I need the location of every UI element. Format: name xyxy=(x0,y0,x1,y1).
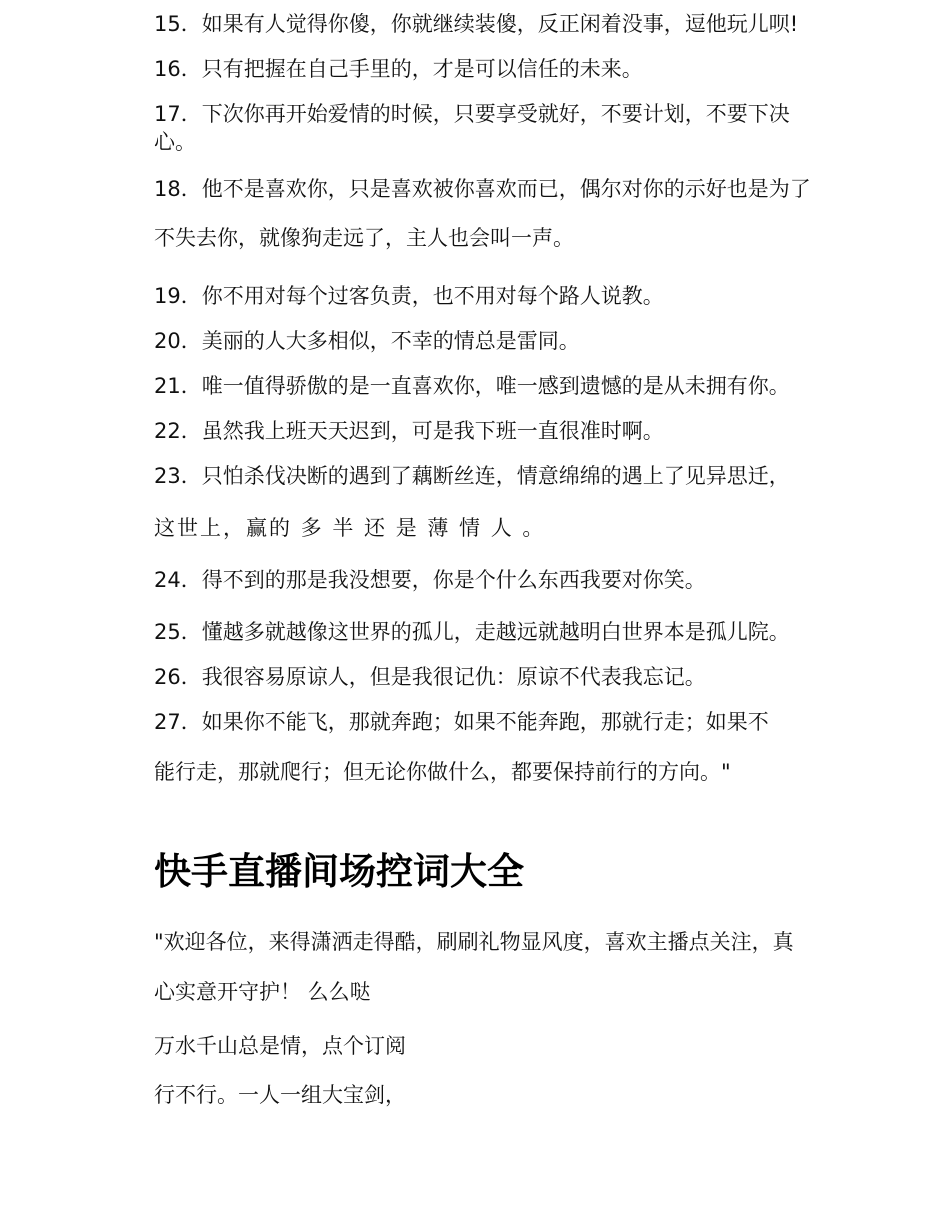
text-line-24: 24．得不到的那是我没想要，你是个什么东西我要对你笑。 xyxy=(154,568,706,592)
text-line-18b: 不失去你，就像狗走远了，主人也会叫一声。 xyxy=(154,226,574,250)
section-line-1: "欢迎各位，来得潇洒走得酷，刷刷礼物显风度，喜欢主播点关注，真 xyxy=(154,930,794,954)
text-line-27b: 能行走，那就爬行；但无论你做什么，都要保持前行的方向。" xyxy=(154,760,731,784)
text-line-15: 15．如果有人觉得你傻，你就继续装傻，反正闲着没事，逗他玩儿呗! xyxy=(154,12,799,36)
section-line-4: 行不行。一人一组大宝剑， xyxy=(154,1083,406,1107)
text-line-27a: 27．如果你不能飞，那就奔跑；如果不能奔跑，那就行走；如果不 xyxy=(154,710,769,734)
text-line-23a: 23．只怕杀伐决断的遇到了藕断丝连，情意绵绵的遇上了见异思迁， xyxy=(154,464,790,488)
text-line-19: 19．你不用对每个过客负责，也不用对每个路人说教。 xyxy=(154,284,664,308)
text-line-22: 22．虽然我上班天天迟到，可是我下班一直很准时啊。 xyxy=(154,419,664,443)
text-line-23b: 这世上，赢的 多 半 还 是 薄 情 人 。 xyxy=(154,516,546,540)
text-line-21: 21．唯一值得骄傲的是一直喜欢你，唯一感到遗憾的是从未拥有你。 xyxy=(154,374,790,398)
text-line-17: 17．下次你再开始爱情的时候，只要享受就好，不要计划，不要下决心。 xyxy=(154,102,790,154)
text-line-18a: 18．他不是喜欢你，只是喜欢被你喜欢而已，偶尔对你的示好也是为了 xyxy=(154,177,811,201)
section-line-3: 万水千山总是情，点个订阅 xyxy=(154,1034,406,1058)
section-heading: 快手直播间场控词大全 xyxy=(154,850,524,893)
text-line-16: 16．只有把握在自己手里的，才是可以信任的未来。 xyxy=(154,57,643,81)
text-line-26: 26．我很容易原谅人，但是我很记仇：原谅不代表我忘记。 xyxy=(154,665,706,689)
text-line-25: 25．懂越多就越像这世界的孤儿，走越远就越明白世界本是孤儿院。 xyxy=(154,620,790,644)
section-line-2: 心实意开守护！ 么么哒 xyxy=(154,980,371,1004)
text-line-20: 20．美丽的人大多相似，不幸的情总是雷同。 xyxy=(154,329,580,353)
